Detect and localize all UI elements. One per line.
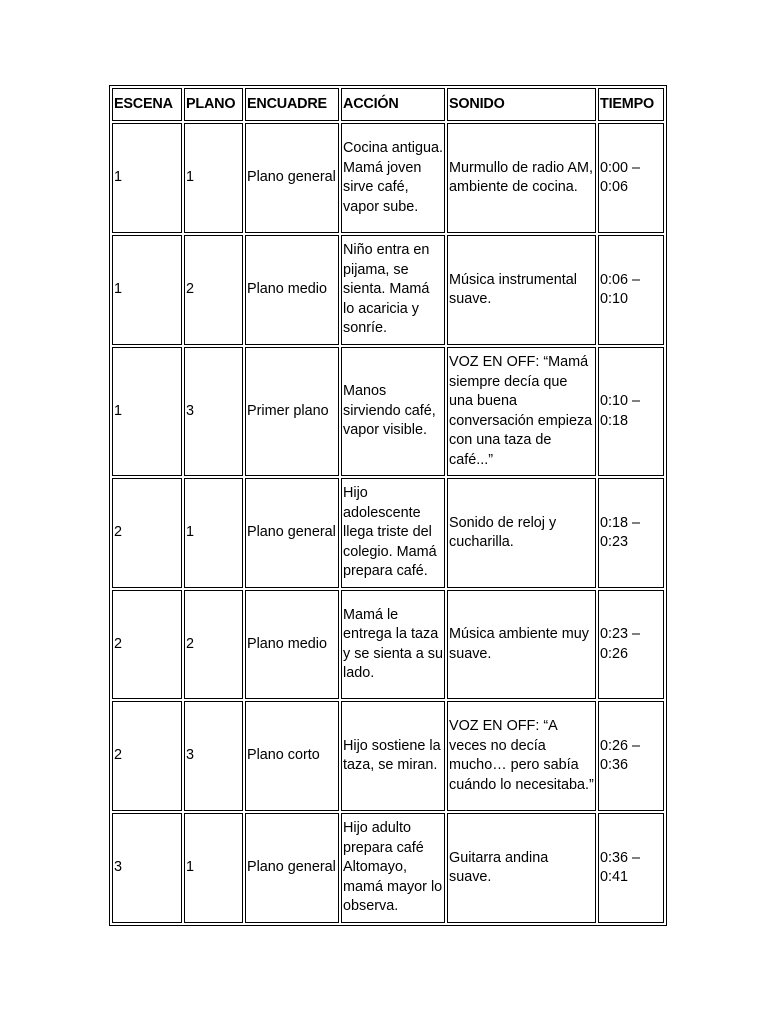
table-row (112, 235, 664, 345)
table-row (112, 478, 664, 588)
cell-escena: 3 (112, 813, 182, 923)
cell-accion: Manos sirviendo café, vapor visible. (341, 347, 445, 476)
table-row (112, 123, 664, 233)
cell-encuadre: Primer plano (245, 347, 339, 476)
header-tiempo: TIEMPO (598, 88, 664, 121)
cell-sonido: VOZ EN OFF: “Mamá siempre decía que una buena conversación empieza con una taza de café...” (447, 347, 596, 476)
cell-escena: 1 (112, 347, 182, 476)
cell-encuadre: Plano medio (245, 235, 339, 345)
cell-encuadre: Plano medio (245, 590, 339, 699)
cell-encuadre: Plano corto (245, 701, 339, 811)
cell-tiempo: 0:36 – 0:41 (598, 813, 664, 923)
header-escena: ESCENA (112, 88, 182, 121)
cell-sonido: Sonido de reloj y cucharilla. (447, 478, 596, 588)
cell-tiempo: 0:06 – 0:10 (598, 235, 664, 345)
cell-sonido: Música instrumental suave. (447, 235, 596, 345)
cell-tiempo: 0:00 – 0:06 (598, 123, 664, 233)
table-row (112, 347, 664, 476)
header-plano: PLANO (184, 88, 243, 121)
cell-encuadre: Plano general (245, 813, 339, 923)
cell-escena: 1 (112, 235, 182, 345)
cell-escena: 2 (112, 701, 182, 811)
cell-plano: 2 (184, 235, 243, 345)
cell-plano: 1 (184, 813, 243, 923)
table-row (112, 701, 664, 811)
cell-sonido: Murmullo de radio AM, ambiente de cocina. (447, 123, 596, 233)
header-accion: ACCIÓN (341, 88, 445, 121)
header-sonido: SONIDO (447, 88, 596, 121)
cell-tiempo: 0:23 – 0:26 (598, 590, 664, 699)
cell-encuadre: Plano general (245, 478, 339, 588)
cell-plano: 3 (184, 347, 243, 476)
header-encuadre: ENCUADRE (245, 88, 339, 121)
cell-accion: Hijo adolescente llega triste del colegio. Mamá prepara café. (341, 478, 445, 588)
cell-tiempo: 0:18 – 0:23 (598, 478, 664, 588)
cell-plano: 2 (184, 590, 243, 699)
table-row (112, 590, 664, 699)
cell-sonido: Guitarra andina suave. (447, 813, 596, 923)
cell-accion: Hijo adulto prepara café Altomayo, mamá mayor lo observa. (341, 813, 445, 923)
cell-encuadre: Plano general (245, 123, 339, 233)
cell-escena: 1 (112, 123, 182, 233)
cell-escena: 2 (112, 478, 182, 588)
cell-tiempo: 0:26 – 0:36 (598, 701, 664, 811)
storyboard-table (109, 85, 667, 926)
cell-sonido: Música ambiente muy suave. (447, 590, 596, 699)
cell-plano: 1 (184, 123, 243, 233)
header-row (112, 88, 664, 121)
cell-sonido: VOZ EN OFF: “A veces no decía mucho… pero sabía cuándo lo necesitaba.” (447, 701, 596, 811)
cell-accion: Mamá le entrega la taza y se sienta a su lado. (341, 590, 445, 699)
cell-accion: Cocina antigua. Mamá joven sirve café, vapor sube. (341, 123, 445, 233)
cell-plano: 3 (184, 701, 243, 811)
cell-accion: Niño entra en pijama, se sienta. Mamá lo acaricia y sonríe. (341, 235, 445, 345)
cell-accion: Hijo sostiene la taza, se miran. (341, 701, 445, 811)
table-row (112, 813, 664, 923)
cell-tiempo: 0:10 – 0:18 (598, 347, 664, 476)
cell-plano: 1 (184, 478, 243, 588)
cell-escena: 2 (112, 590, 182, 699)
